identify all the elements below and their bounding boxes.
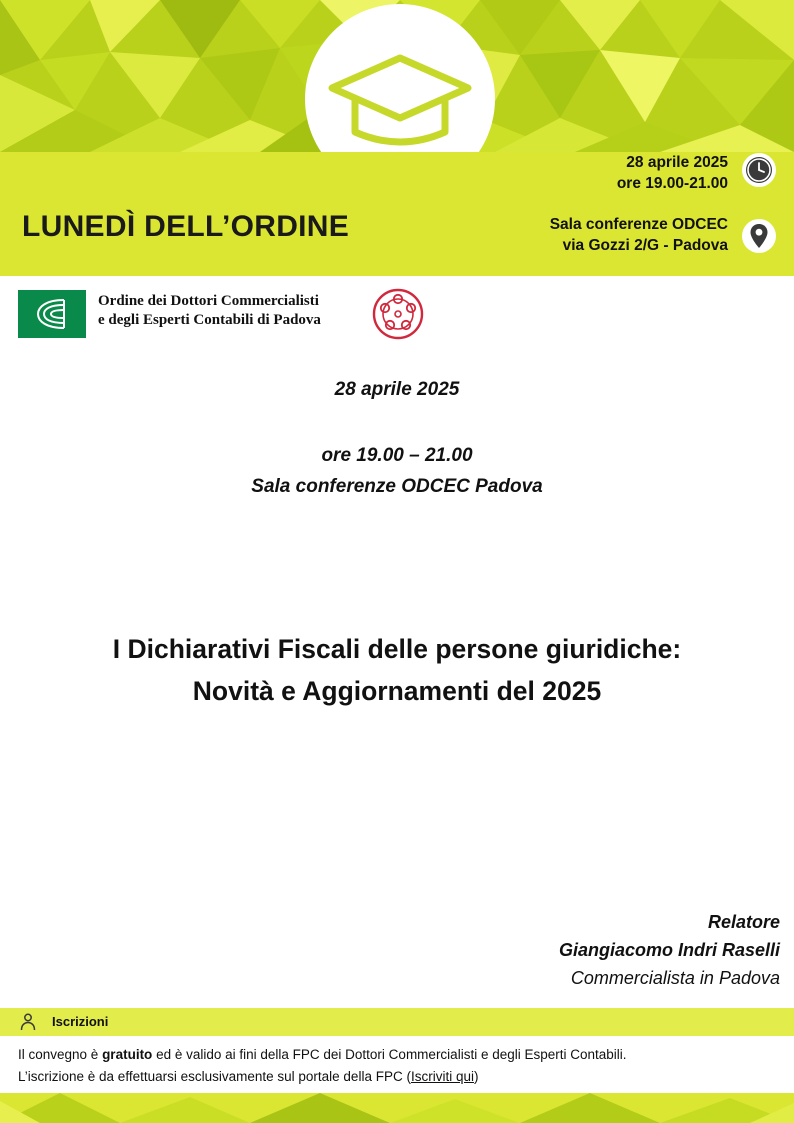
note-line2-part2: ) — [473, 1069, 479, 1084]
registration-note-line1 — [18, 1044, 778, 1066]
registration-notes — [18, 1044, 778, 1088]
organization-name-line1: Ordine dei Dottori Commercialisti — [98, 293, 319, 309]
header-venue-name: Sala conferenze ODCEC — [549, 216, 728, 233]
event-series-title: LUNEDÌ DELL’ORDINE — [22, 210, 350, 243]
header-venue-block — [550, 214, 728, 256]
talk-title-line1: I Dichiarativi Fiscali delle persone giuridiche: — [112, 634, 682, 664]
registration-section-bar — [0, 1008, 794, 1036]
page-title — [40, 628, 754, 712]
talk-title-line2: Novità e Aggiornamenti del 2025 — [192, 676, 602, 706]
event-location-text: Sala conferenze ODCEC Padova — [251, 476, 543, 497]
cnpr-circle-logo-icon — [370, 286, 426, 342]
header-date: 28 aprile 2025 — [626, 154, 728, 171]
header-venue-address: via Gozzi 2/G - Padova — [562, 237, 728, 254]
speaker-qualification: Commercialista in Padova — [570, 968, 780, 988]
note-line2-part1: L’iscrizione è da effettuarsi esclusivamente sul portale della FPC ( — [18, 1069, 411, 1084]
event-time-location-block — [0, 440, 794, 502]
registration-section-label: Iscrizioni — [52, 1014, 109, 1029]
registration-note-line2 — [18, 1066, 778, 1088]
graduation-cap-icon — [305, 4, 495, 152]
speaker-block — [180, 908, 780, 992]
note-line1-part2: ed è valido ai fini della FPC dei Dottori Commercialisti e degli Esperti Contabili. — [152, 1047, 627, 1062]
speaker-name: Giangiacomo Indri Raselli — [558, 940, 780, 960]
event-date-text: 28 aprile 2025 — [334, 379, 460, 400]
registration-link[interactable]: Iscriviti qui — [410, 1069, 474, 1084]
note-line1-part1: Il convegno è — [18, 1047, 103, 1062]
organization-name-line2: e degli Esperti Contabili di Padova — [98, 312, 321, 328]
footer-graphic-band — [0, 1093, 794, 1123]
header-title-band — [0, 152, 794, 276]
event-time-text: ore 19.00 – 21.00 — [321, 445, 473, 466]
person-icon — [18, 1012, 38, 1032]
footer-pattern — [0, 1093, 794, 1123]
header-datetime-block — [617, 152, 728, 194]
organization-logo-row — [0, 276, 794, 356]
location-pin-icon — [742, 219, 776, 253]
header-graphic-band — [0, 0, 794, 152]
note-line1-bold: gratuito — [102, 1047, 153, 1062]
header-time: ore 19.00-21.00 — [616, 175, 728, 192]
clock-icon — [742, 153, 776, 187]
organization-name — [98, 292, 321, 330]
odcec-logo-icon — [18, 290, 86, 338]
speaker-role: Relatore — [707, 912, 780, 932]
